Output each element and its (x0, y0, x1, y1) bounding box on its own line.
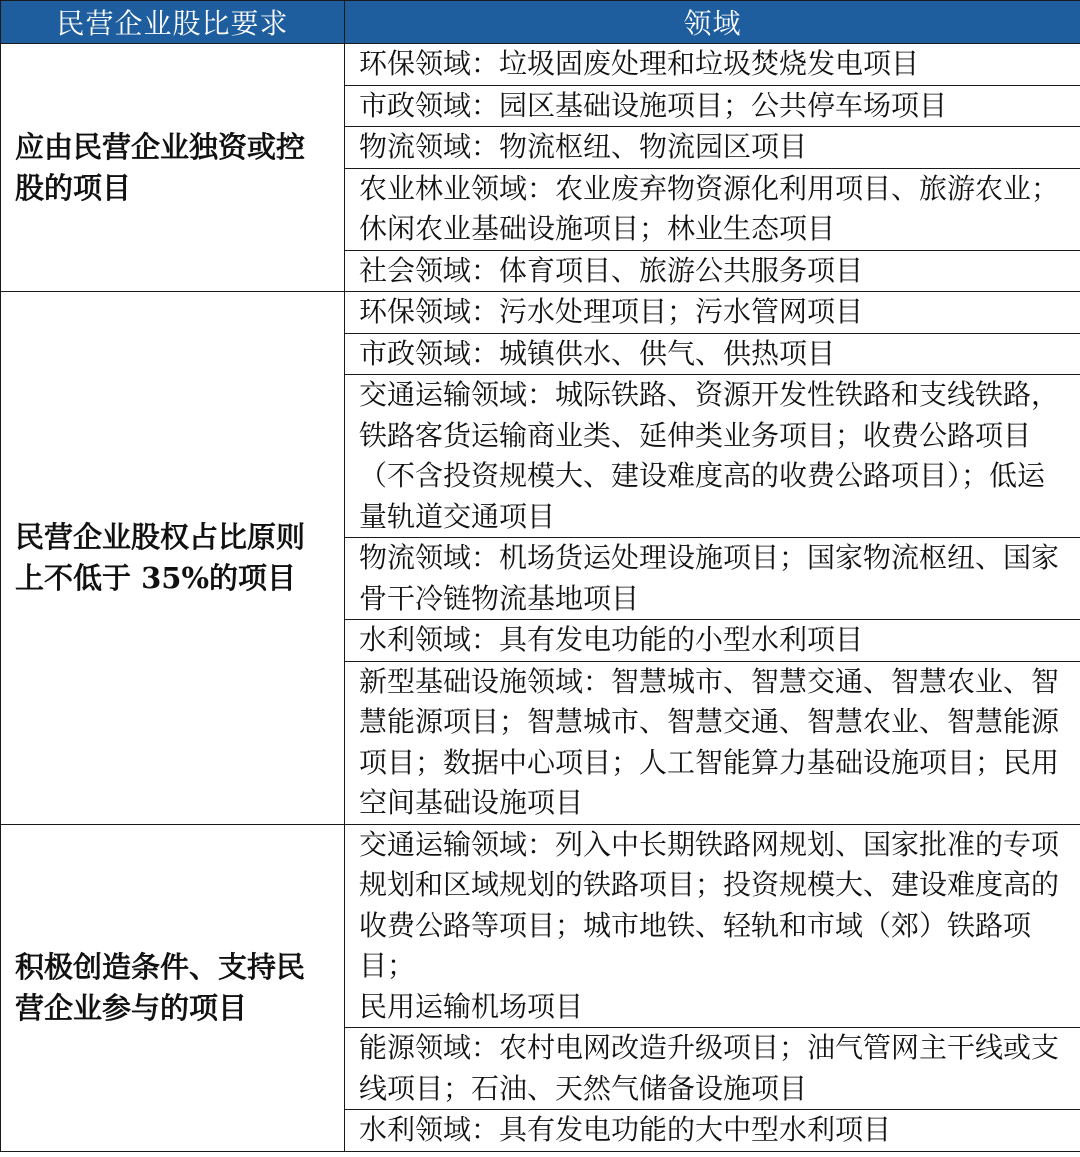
field-cell: 能源领域：农村电网改造升级项目；油气管网主干线或支线项目；石油、天然气储备设施项目 (345, 1028, 1080, 1110)
field-cell: 水利领域：具有发电功能的小型水利项目 (345, 620, 1080, 662)
table-row (1, 824, 1080, 1028)
field-cell: 环保领域：垃圾固废处理和垃圾焚烧发电项目 (345, 44, 1080, 86)
table-row (1, 292, 1080, 334)
category-cell: 应由民营企业独资或控股的项目 (1, 44, 345, 292)
field-cell: 新型基础设施领域：智慧城市、智慧交通、智慧农业、智慧能源项目；智慧城市、智慧交通、智慧农业、智慧能源项目；数据中心项目；人工智能算力基础设施项目；民用空间基础设施项目 (345, 661, 1080, 824)
field-cell: 社会领域：体育项目、旅游公共服务项目 (345, 250, 1080, 292)
category-cell: 民营企业股权占比原则上不低于 35%的项目 (1, 292, 345, 825)
field-cell: 交通运输领域：城际铁路、资源开发性铁路和支线铁路，铁路客货运输商业类、延伸类业务项目；收费公路项目（不含投资规模大、建设难度高的收费公路项目）；低运量轨道交通项目 (345, 375, 1080, 538)
field-text: 交通运输领域：列入中长期铁路网规划、国家批准的专项规划和区域规划的铁路项目；投资规模大、建设难度高的收费公路等项目；城市地铁、轻轨和市域（郊）铁路项目； 民用运输机场项目 (359, 827, 1060, 1023)
field-cell: 水利领域：具有发电功能的大中型水利项目 (345, 1110, 1080, 1152)
field-cell: 市政领域：园区基础设施项目；公共停车场项目 (345, 85, 1080, 127)
field-cell: 环保领域：污水处理项目；污水管网项目 (345, 292, 1080, 334)
header-field: 领域 (345, 1, 1080, 44)
header-ownership-requirement: 民营企业股比要求 (1, 1, 345, 44)
field-cell: 农业林业领域：农业废弃物资源化利用项目、旅游农业；休闲农业基础设施项目；林业生态项目 (345, 168, 1080, 250)
category-cell: 积极创造条件、支持民营企业参与的项目 (1, 824, 345, 1151)
field-cell: 物流领域：机场货运处理设施项目；国家物流枢纽、国家骨干冷链物流基地项目 (345, 538, 1080, 620)
field-cell: 市政领域：城镇供水、供气、供热项目 (345, 333, 1080, 375)
field-cell (345, 824, 1080, 1028)
table-row (1, 44, 1080, 86)
field-cell: 物流领域：物流枢纽、物流园区项目 (345, 127, 1080, 169)
header-row (1, 1, 1080, 44)
